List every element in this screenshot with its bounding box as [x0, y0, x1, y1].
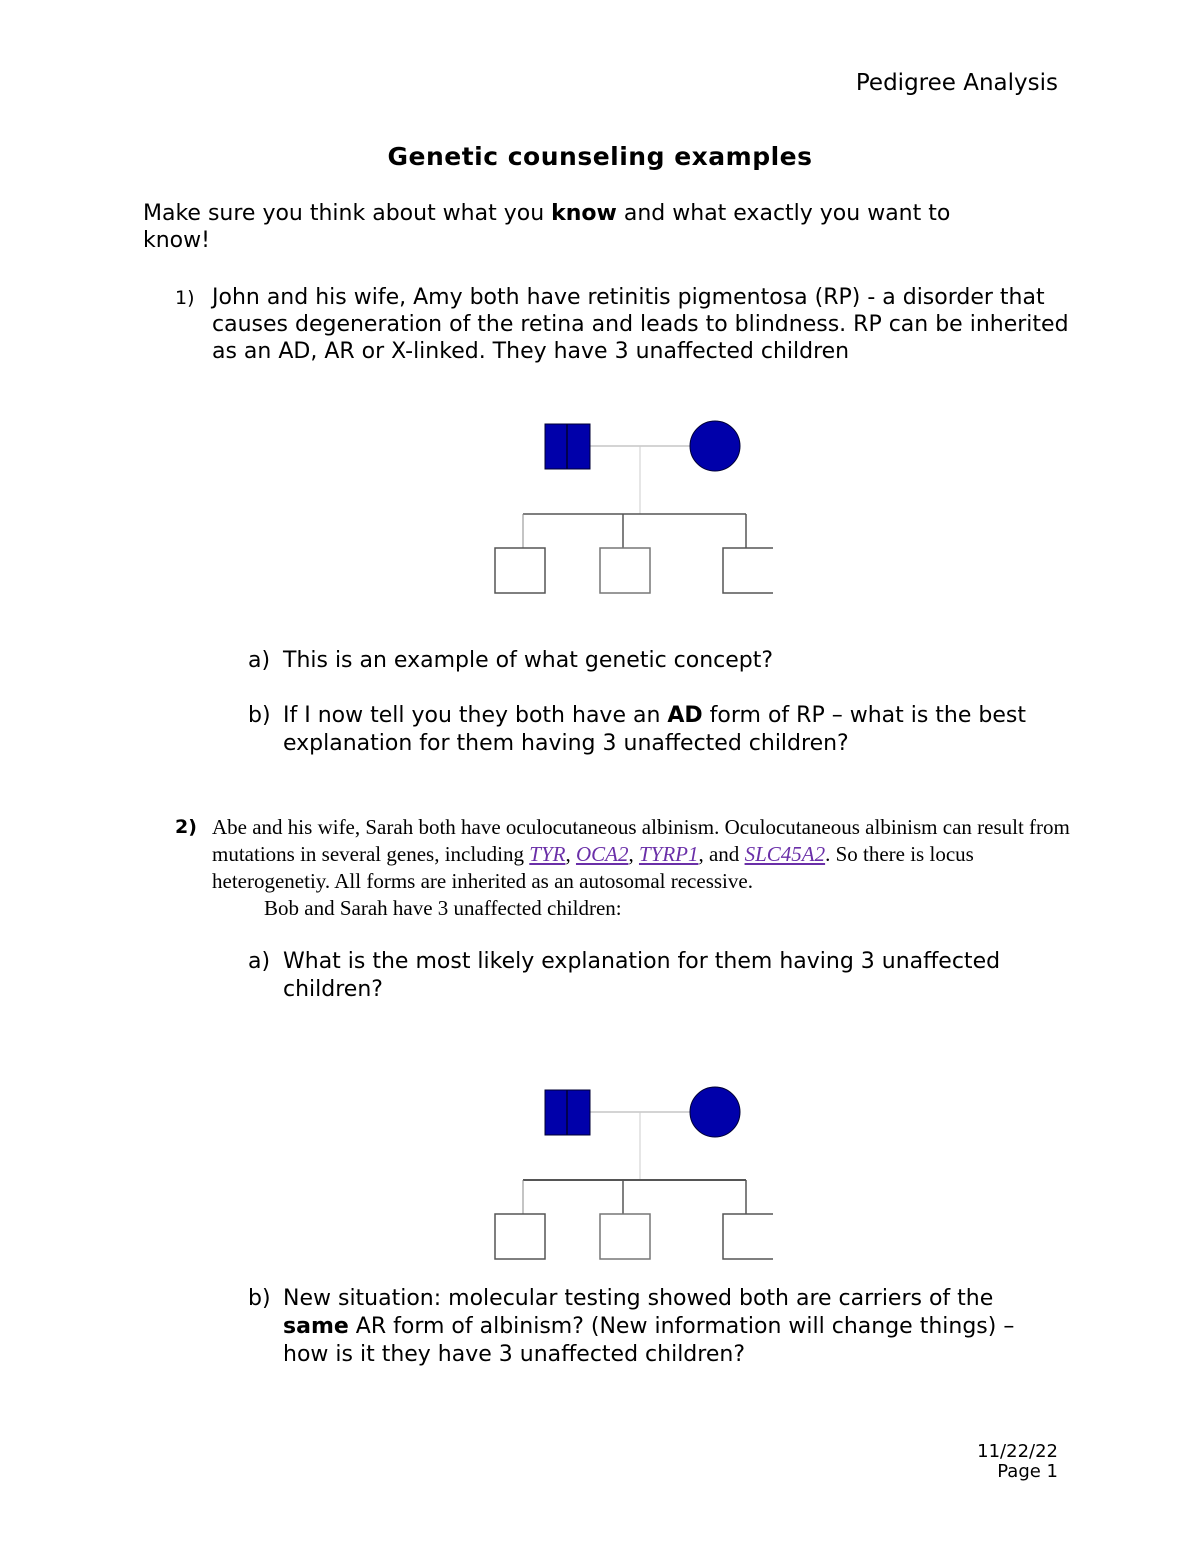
gene-link-slc45a2[interactable]: SLC45A2	[744, 842, 826, 866]
question-2b-text-after: AR form of albinism? (New information will change things) – how is it they have 3 unaffected children?	[283, 1314, 1015, 1367]
question-1b-text-after: form of RP – what is the best explanation for them having 3 unaffected children?	[283, 703, 1026, 756]
pedigree-1-mother-affected-female	[690, 421, 740, 471]
question-2b-text-before: New situation: molecular testing showed both are carriers of the	[283, 1286, 994, 1311]
gene-link-oca2[interactable]: OCA2	[575, 842, 629, 866]
question-2a	[248, 948, 1048, 1004]
document-title: Genetic counseling examples	[387, 142, 813, 171]
question-2b-label: b)	[248, 1286, 271, 1311]
question-1b-bold-ad: AD	[667, 703, 703, 728]
pedigree-2-child-2-unaffected	[600, 1214, 650, 1259]
question-2b-bold-same: same	[283, 1314, 349, 1339]
question-1b	[248, 702, 1048, 758]
question-2b	[248, 1285, 1048, 1369]
gene-link-tyrp1[interactable]: TYRP1	[638, 842, 699, 866]
pedigree-2-child-1-unaffected	[495, 1214, 545, 1259]
question-2a-text: What is the most likely explanation for them having 3 unaffected children?	[283, 949, 1001, 1002]
question-1b-text-before: If I now tell you they both have an	[283, 703, 668, 728]
footer-page-number: Page 1	[997, 1461, 1058, 1482]
question-2-text	[212, 814, 1072, 895]
question-2a-label: a)	[248, 949, 271, 974]
intro-text-after: and what exactly you want to know!	[143, 201, 951, 253]
question-1a	[248, 647, 1048, 675]
page-footer	[977, 1442, 1058, 1482]
pedigree-1-child-2-unaffected	[600, 548, 650, 593]
pedigree-2-child-3-unaffected	[723, 1214, 773, 1259]
gene-separator-3: , and	[698, 842, 745, 866]
pedigree-chart-2	[0, 1076, 1200, 1276]
pedigree-2-mother-affected-female	[690, 1087, 740, 1137]
question-1a-label: a)	[248, 648, 271, 673]
question-1-text: John and his wife, Amy both have retinitis pigmentosa (RP) - a disorder that causes degeneration of the retina and leads to blindness. RP can be inherited as an AD, AR or X-linked. They have 3 unaffected children	[212, 285, 1069, 364]
gene-separator-2: ,	[628, 842, 639, 866]
intro-paragraph	[143, 200, 1023, 254]
pedigree-1-child-1-unaffected	[495, 548, 545, 593]
gene-separator-1: ,	[565, 842, 576, 866]
page-header: Pedigree Analysis	[855, 70, 1058, 96]
question-2-number: 2)	[175, 816, 197, 838]
question-2-text-start: Abe and his wife, Sarah both have oculocutaneous albinism. Oculocutaneous albinism can result from mutations in several genes, including	[212, 815, 1070, 866]
intro-bold-know: know	[551, 201, 617, 226]
question-1b-label: b)	[248, 703, 271, 728]
intro-text-before: Make sure you think about what you	[143, 201, 552, 226]
question-2-text-end: . So there is locus heterogenetiy. All forms are inherited as an autosomal recessive.	[212, 842, 974, 893]
pedigree-1-child-3-unaffected	[723, 548, 773, 593]
pedigree-chart-1	[0, 410, 1200, 610]
footer-date: 11/22/22	[977, 1441, 1058, 1462]
question-1-number: 1)	[175, 287, 195, 309]
question-2-children-note: Bob and Sarah have 3 unaffected children:	[264, 896, 622, 920]
question-1a-text: This is an example of what genetic concept?	[283, 648, 774, 673]
gene-link-tyr[interactable]: TYR	[529, 842, 566, 866]
